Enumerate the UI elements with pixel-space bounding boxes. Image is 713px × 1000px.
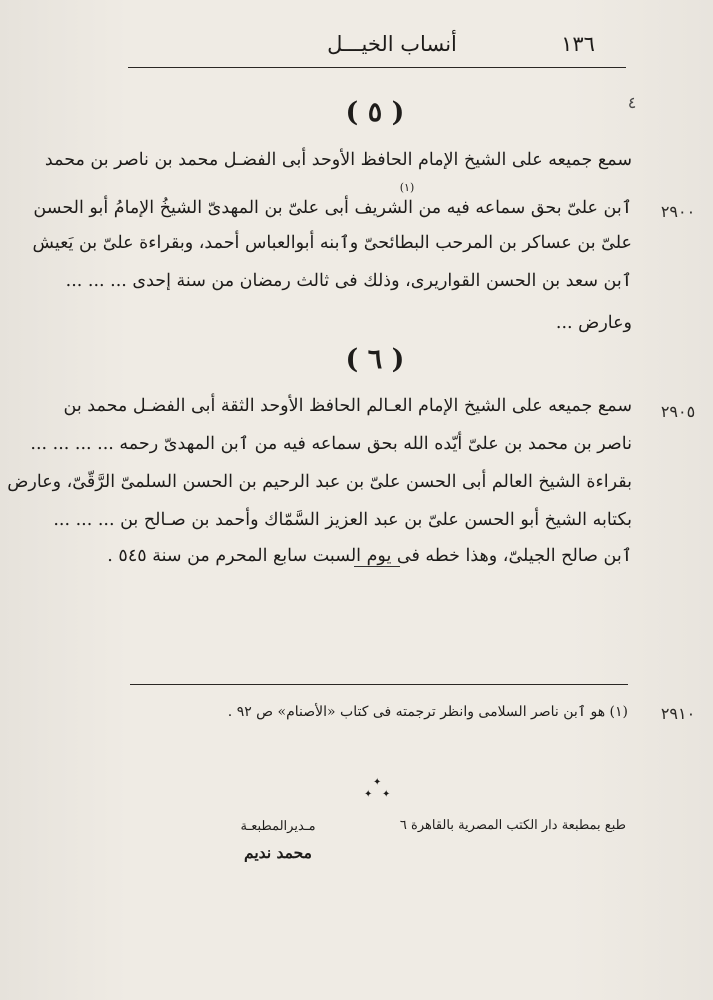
printer-note: طبع بمطبعة دار الكتب المصرية بالقاهرة ٦ (399, 818, 626, 833)
section-5-line-4: ٱبن سعد بن الحسن القواريرى، وذلك فى ثالث رمضان من سنة إحدى ... ... ... (65, 271, 632, 291)
director-label: مـديرالمطبعـة (240, 819, 316, 834)
page-number: ١٣٦ (561, 32, 595, 56)
margin-mark: ٤ (627, 93, 637, 112)
section-heading-6: ( ٦ ) (345, 344, 405, 375)
footnote-text: (١) هو ٱبن ناصر السلامى وانظر ترجمته فى كتاب «الأصنام» ص ٩٢ . (227, 704, 628, 720)
section-6-line-3: بقراءة الشيخ العالم أبى الحسن علىّ بن عبد الرحيم بن الحسن السلمىّ الرَّقّىّ، وعارض (7, 472, 632, 492)
asterism-ornament: ✦ ✦ ✦ (364, 777, 391, 800)
section-5-line-1: سمع جميعه على الشيخ الإمام الحافظ الأوحد أبى الفضـل محمد بن ناصر بن محمد (44, 150, 632, 170)
section-heading-5: ( ٥ ) (345, 97, 405, 128)
section-6-line-5: ٱبن صالح الجيلىّ، وهذا خطه فى يوم السبت سابع المحرم من سنة ٥٤٥ . (107, 546, 632, 566)
section-6-line-1: سمع جميعه على الشيخ الإمام العـالم الحافظ الأوحد الثقة أبى الفضـل محمد بن (63, 396, 632, 416)
section-5-line-2: ٱبن علىّ بحق سماعه فيه من الشريف أبى علىّ بن المهدىّ الشيخُ الإمامُ أبو الحسن (33, 198, 632, 218)
director-name: محمد نديم (244, 843, 312, 862)
running-header-title: أنساب الخيـــل (327, 32, 457, 56)
margin-line-number: ٢٩١٠ (660, 704, 696, 723)
section-6-line-2: ناصر بن محمد بن علىّ أيّده الله بحق سماعه فيه من ٱبن المهدىّ رحمه ... ... ... ... (30, 434, 632, 454)
footnote-rule (130, 684, 628, 685)
section-end-rule (354, 566, 400, 567)
margin-line-number: ٢٩٠٥ (660, 402, 696, 421)
section-5-line-3: علىّ بن عساكر بن المرحب البطائحىّ وٱبنه أبوالعباس أحمد، وبقراءة علىّ بن يَعيش (32, 233, 632, 253)
section-5-line-5: وعارض ... (555, 313, 632, 333)
footnote-reference: (١) (399, 181, 415, 194)
section-6-line-4: بكتابه الشيخ أبو الحسن علىّ بن عبد العزيز السَّمّاك وأحمد بن صـالح بن ... ... ... (53, 510, 632, 530)
header-rule (128, 67, 626, 68)
margin-line-number: ٢٩٠٠ (660, 202, 696, 221)
